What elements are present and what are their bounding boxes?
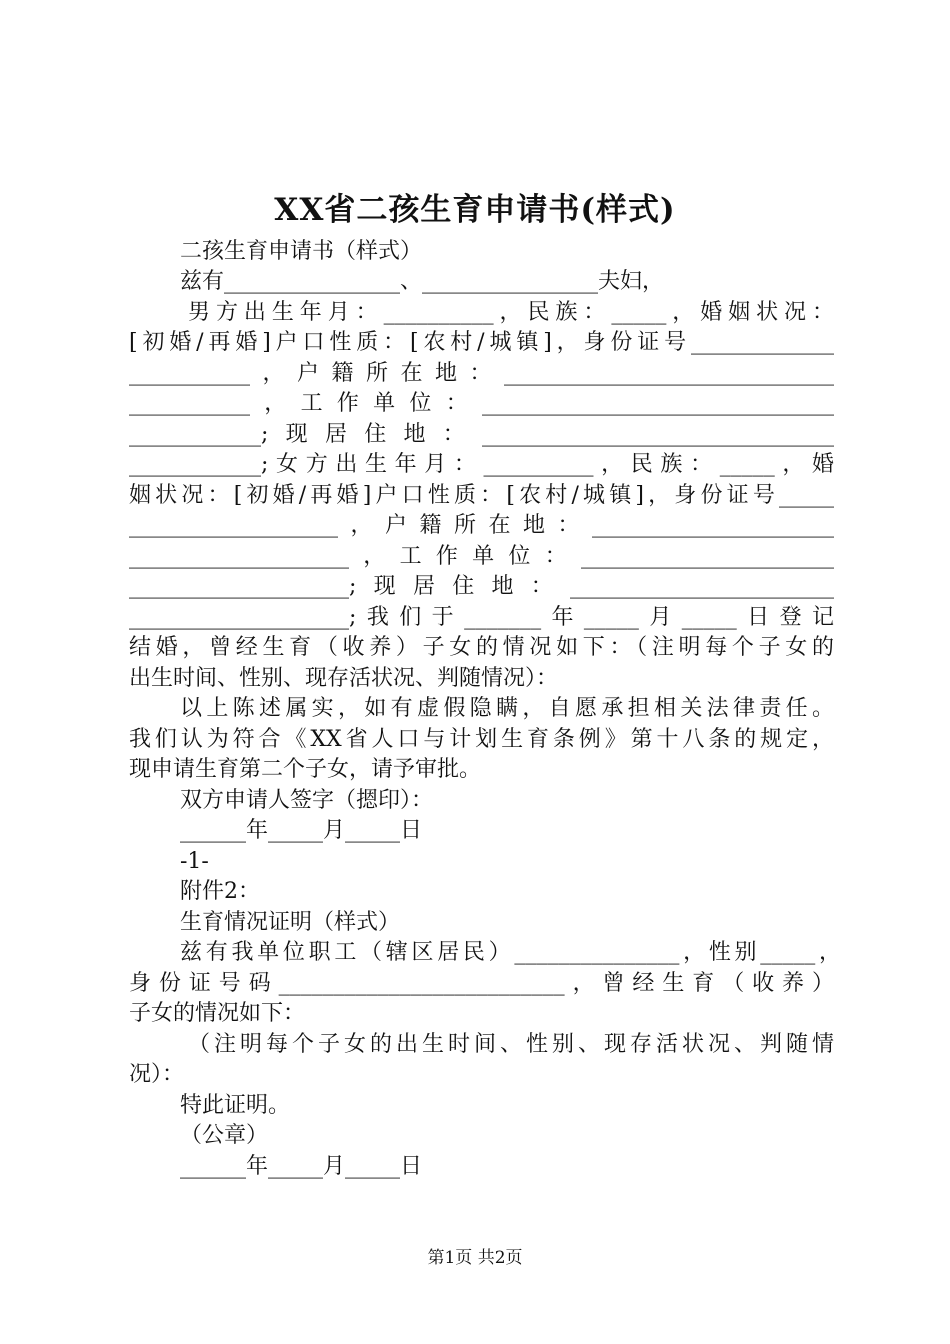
- text-line: ___________，工作单位：________________________________: [129, 391, 834, 416]
- text-line: 况）：: [129, 1062, 185, 1087]
- text-line: ___________，户籍所在地：______________________________: [129, 361, 834, 386]
- text-line: 兹有________________、________________夫妇，: [180, 269, 665, 294]
- text-line: 兹有我单位职工（辖区居民）_______________，性别_____，: [180, 940, 841, 965]
- text-line: 我们认为符合《XX省人口与计划生育条例》第十八条的规定，: [129, 727, 834, 752]
- attachment-label: 附件2：: [180, 879, 260, 904]
- text-line: ____________;现居住地：________________________________: [129, 422, 834, 447]
- text-line: ____________________;现居住地：________________________: [129, 574, 834, 599]
- document-title: XX省二孩生育申请书(样式): [274, 192, 676, 228]
- date-line: ______年_____月_____日: [180, 1154, 423, 1179]
- text-line: 子女的情况如下：: [129, 1001, 306, 1026]
- certificate-subtitle: 生育情况证明（样式）: [180, 910, 401, 935]
- text-line: 现申请生育第二个子女，请予审批。: [129, 757, 482, 782]
- text-line: 姻状况：[初婚/再婚]户口性质：[农村/城镇]，身份证号_____: [129, 483, 834, 508]
- text-line: （注明每个子女的出生时间、性别、现存活状况、判随情: [188, 1032, 834, 1057]
- text-line: ____________________，工作单位：_______________________: [129, 544, 834, 569]
- text-line: 男方出生年月：__________，民族：_____，婚姻状况：: [188, 300, 834, 325]
- date-line: ______年_____月_____日: [180, 818, 423, 843]
- subtitle: 二孩生育申请书（样式）: [180, 239, 423, 264]
- text-line: 身份证号码__________________________，曾经生育（收养）: [129, 971, 834, 996]
- text-line: 出生时间、性别、现存活状况、判随情况）：: [129, 666, 559, 691]
- page-number-marker: -1-: [180, 849, 209, 874]
- text-line: ____________;女方出生年月：__________，民族：_____，婚: [129, 452, 834, 477]
- page-footer: 第1页 共2页: [427, 1248, 523, 1268]
- text-line: 结婚，曾经生育（收养）子女的情况如下：（注明每个子女的: [129, 635, 834, 660]
- text-line: 以上陈述属实，如有虚假隐瞒，自愿承担相关法律责任。: [180, 696, 834, 721]
- seal-label: （公章）: [180, 1123, 269, 1148]
- text-line: 特此证明。: [180, 1093, 291, 1118]
- text-line: [初婚/再婚]户口性质：[农村/城镇]，身份证号_____________: [129, 330, 834, 355]
- text-line: ____________________;我们于_______年_____月_____日登记: [129, 605, 834, 630]
- text-line: ___________________，户籍所在地：______________________: [129, 513, 834, 538]
- signature-label: 双方申请人签字（摁印）：: [180, 788, 434, 813]
